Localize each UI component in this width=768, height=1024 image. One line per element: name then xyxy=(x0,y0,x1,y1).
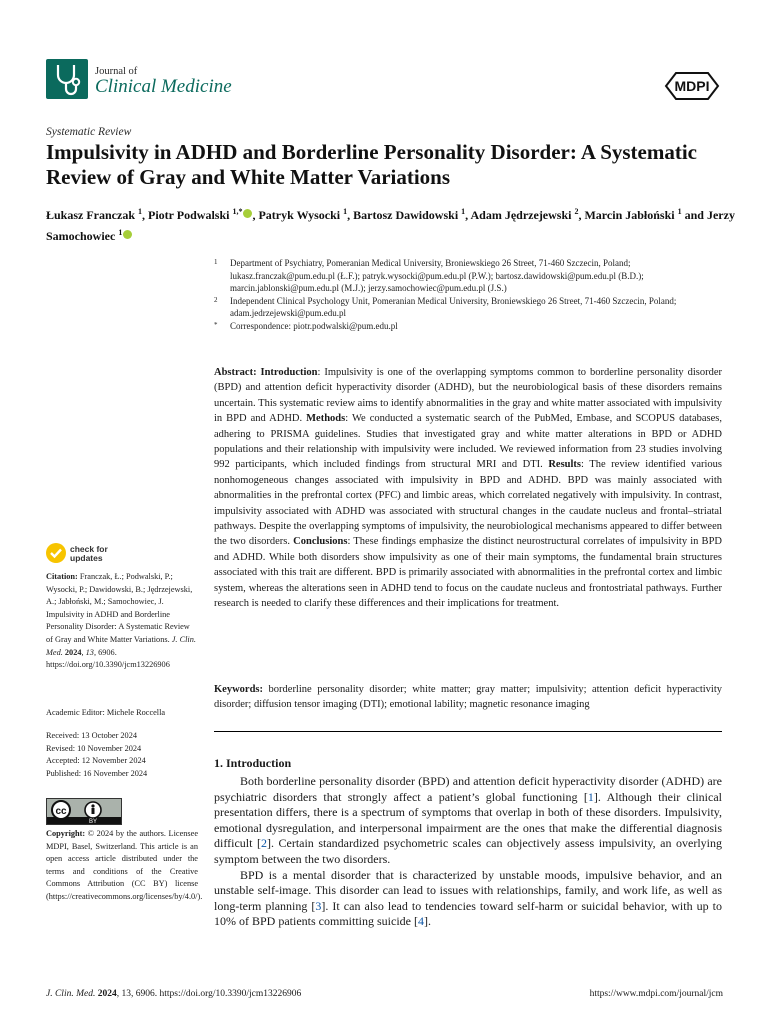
author-name[interactable]: Piotr Podwalski xyxy=(148,208,233,222)
journal-logo xyxy=(46,59,88,99)
author-affiliation-mark: 1 xyxy=(138,207,143,216)
author-affiliation-mark: 1 xyxy=(343,207,348,216)
reference-link[interactable]: 1 xyxy=(587,789,594,804)
check-updates-icon xyxy=(46,543,66,563)
intro-text: ]. xyxy=(423,914,431,929)
intro-text: BPD is a mental disorder that is characterized by unstable moods, impulsive behavior, and an unstable self-image. This disorder can lead to issues with relationships, family, and work life, as well as long-term planning [ xyxy=(214,867,722,913)
affiliation-text: Department of Psychiatry, Pomeranian Medical University, Broniewskiego 26 Street, 71-460 Szczecin, Poland; lukasz.franczak@pum.edu.pl (Ł.F.); patryk.wysocki@pum.edu.pl (P.W.); bartosz.dawidowski@pum.edu.pl (B.D.); marcin.jablonski@pum.edu.pl (M.J.); jerzy.samochowiec@pum.edu.pl (J.S.) xyxy=(230,258,644,294)
footer-doi[interactable]: , 13, 6906. https://doi.org/10.3390/jcm13226906 xyxy=(116,989,302,999)
reference-link[interactable]: 2 xyxy=(260,836,267,851)
author-affiliation-mark: 2 xyxy=(574,207,579,216)
copyright-text: © 2024 by the authors. Licensee MDPI, Basel, Switzerland. This article is an open access article distributed under the terms and conditions of the Creative Commons Attribution (CC BY) license (https://creativecommons.org/licenses/by/4.0/). xyxy=(46,829,203,901)
author-list xyxy=(46,203,736,245)
intro-text: Both borderline personality disorder (BPD) and attention deficit hyperactivity disorder (ADHD) are psychiatric disorders that strongly affect a patient’s global functioning [ xyxy=(214,774,722,804)
author-name[interactable]: Patryk Wysocki xyxy=(258,208,344,222)
author-affiliation-mark: 1 xyxy=(461,207,466,216)
affiliations xyxy=(214,257,726,333)
intro-text: ]. It can also lead to tendencies toward self-harm or suicidal behavior, with up to 10% of BPD patients committing suicide [ xyxy=(214,898,722,929)
affiliation-mark: * xyxy=(214,320,218,329)
abstract-intro-text: : Impulsivity is one of the overlapping symptoms common to borderline personality disorder (BPD) and attention deficit hyperactivity disorder (ADHD), but the neurobiological basis of these disorders remains uncertain. This systematic review aims to identify abnormalities in the gray and white matter associated with impulsivity in BPD and ADHD. xyxy=(214,367,722,425)
intro-text: ]. Although their clinical presentation differs, there is a spectrum of symptoms that overlap in both of these disorders. Impulsivity, emotional dysregulation, and interpersonal impairment are the ones that make the differential diagnosis difficult [ xyxy=(214,789,722,851)
copyright-label: Copyright: xyxy=(46,829,86,838)
orcid-icon[interactable] xyxy=(123,230,132,239)
affiliation-text: Independent Clinical Psychology Unit, Pomeranian Medical University, Broniewskiego 26 Street, 71-460 Szczecin, Poland; adam.jedrzejewski@pum.edu.pl xyxy=(230,295,677,319)
article-type: Systematic Review xyxy=(46,126,132,138)
academic-editor: Academic Editor: Michele Roccella xyxy=(46,708,166,717)
footer-citation xyxy=(46,989,301,999)
cc-logo-text: cc xyxy=(55,806,67,817)
author-separator: , xyxy=(347,208,354,222)
abstract-conclusions-text: : These findings emphasize the distinct neurostructural correlates of impulsivity in BPD and ADHD. While both disorders show impulsivity as one of their main symptoms, the fundamental brain structures associated with this trait are different. BPD is primarily associated with abnormalities in the prefrontal cortex and limbic system, whereas the alterations seen in ADHD tend to focus on the caudate nucleus and frontostriatal pathways. Further research is needed to clarify these differences and their implications for treatment. xyxy=(214,536,722,610)
abstract-results-head: Results xyxy=(548,459,581,471)
reference-link[interactable]: 3 xyxy=(315,898,322,913)
section-heading-introduction: 1. Introduction xyxy=(214,756,292,770)
abstract-results-text: : The review identified various nonhomogeneous changes associated with impulsivity in BPD and ADHD. BPD was mainly associated with abnormalities in the prefrontal cortex (PFC) and limbic areas, which correlated negatively with impulsivity. In contrast, impulsivity associated with ADHD was associated with structural changes in the caudate nucleus and frontal–striatal pathways. Despite the overlapping symptoms of impulsivity, the neurobiological mechanisms appeared to differ between the two disorders. xyxy=(214,459,722,548)
affiliation-mark: 2 xyxy=(214,295,218,304)
affiliation-item xyxy=(214,295,726,320)
abstract-intro-head: Introduction xyxy=(260,367,318,378)
affiliation-mark: 1 xyxy=(214,258,218,266)
citation-journal: J. Clin. Med. xyxy=(46,634,196,657)
author-name[interactable]: Jerzy Samochowiec xyxy=(46,208,735,243)
mdpi-logo-text: MDPI xyxy=(674,78,710,94)
stethoscope-icon xyxy=(46,59,88,99)
date-published: Published: 16 November 2024 xyxy=(46,768,148,778)
author-separator: , xyxy=(142,208,149,222)
mdpi-logo xyxy=(664,71,720,105)
affiliation-item xyxy=(214,320,726,333)
author-affiliation-mark: 1 xyxy=(677,207,682,216)
footer-journal: J. Clin. Med. xyxy=(46,989,96,999)
intro-paragraph-1 xyxy=(214,774,722,868)
abstract-conclusions-head: Conclusions xyxy=(293,536,348,548)
authors-and: and xyxy=(681,208,707,222)
introduction-body xyxy=(214,774,722,930)
affiliation-text: Correspondence: piotr.podwalski@pum.edu.pl xyxy=(230,320,398,331)
article-title: Impulsivity in ADHD and Borderline Personality Disorder: A Systematic Review of Gray and White Matter Variations xyxy=(46,140,697,189)
journal-of-label: Journal of xyxy=(95,66,138,77)
citation-volume: 13 xyxy=(85,647,94,657)
abstract xyxy=(214,365,722,612)
footer-journal-url[interactable]: https://www.mdpi.com/journal/jcm xyxy=(589,989,723,999)
author-separator: , xyxy=(252,208,259,222)
author-affiliation-mark: 1,* xyxy=(232,207,243,216)
date-received: Received: 13 October 2024 xyxy=(46,731,138,740)
intro-paragraph-2 xyxy=(214,868,722,930)
divider xyxy=(214,731,722,732)
copyright xyxy=(46,828,203,904)
author-name[interactable]: Łukasz Franczak xyxy=(46,208,139,222)
article-dates xyxy=(46,730,198,780)
abstract-methods-head: Methods xyxy=(306,413,346,425)
author-affiliation-mark: 1 xyxy=(118,228,123,237)
author-separator: , xyxy=(465,208,471,222)
intro-text: ]. Certain standardized psychometric scales can objectively assess impulsivity, an overlying symptom between the two disorders. xyxy=(214,836,723,866)
author-name[interactable]: Bartosz Dawidowski xyxy=(353,208,462,222)
keywords xyxy=(214,682,722,713)
date-revised: Revised: 10 November 2024 xyxy=(46,743,142,753)
cc-by-license-badge[interactable] xyxy=(46,798,122,825)
abstract-methods-text: : We conducted a systematic search of the PubMed, Embase, and SCOPUS databases, adhering to PRISMA guidelines. Studies that investigated gray and white matter alterations in BPD or ADHD populations and their relationship with impulsivity were included. We reviewed information from 23 studies involving 992 participants, which included findings from structural MRI and DTI. xyxy=(214,413,722,471)
citation-text: Franczak, Ł.; Podwalski, P.; Wysocki, P.; Dawidowski, B.; Jędrzejewski, A.; Jabłoński, M.; Samochowiec, J. Impulsivity in ADHD and Borderline Personality Disorder: A Systematic Review of Gray and White Matter Variations. xyxy=(46,572,193,644)
reference-link[interactable]: 4 xyxy=(417,914,424,929)
journal-name: Clinical Medicine xyxy=(95,76,232,97)
check-for-updates-button[interactable] xyxy=(46,543,166,565)
citation: Citation: Franczak, Ł.; Podwalski, P.; Wysocki, P.; Dawidowski, B.; Jędrzejewski, A.; Jabłoński, M.; Samochowiec, J. Impulsivity in ADHD and Borderline Personality Disorder: A Systematic Review of Gray and White Matter Variations. J. Clin. Med. 2024, 13, 6906. https://doi.org/10.3390/jcm13226906 xyxy=(46,572,196,670)
affiliation-item xyxy=(214,257,726,295)
citation-pages[interactable]: , 6906. https://doi.org/10.3390/jcm13226906 xyxy=(46,647,170,670)
check-updates-line2: updates xyxy=(70,553,103,563)
keywords-text: borderline personality disorder; white matter; gray matter; impulsivity; attention deficit hyperactivity disorder; diffusion tensor imaging (DTI); emotional lability; magnetic resonance imaging xyxy=(214,684,722,711)
check-updates-line1: check for xyxy=(70,544,108,554)
citation-year: 2024 xyxy=(64,647,82,657)
author-name[interactable]: Adam Jędrzejewski xyxy=(470,208,575,222)
abstract-label: Abstract: xyxy=(214,367,257,378)
keywords-label: Keywords: xyxy=(214,684,263,695)
author-name[interactable]: Marcin Jabłoński xyxy=(584,208,678,222)
author-separator: , xyxy=(578,208,585,222)
date-accepted: Accepted: 12 November 2024 xyxy=(46,756,146,766)
citation-label: Citation: xyxy=(46,572,78,581)
by-label: BY xyxy=(88,819,98,824)
footer-year: 2024 xyxy=(97,989,117,999)
